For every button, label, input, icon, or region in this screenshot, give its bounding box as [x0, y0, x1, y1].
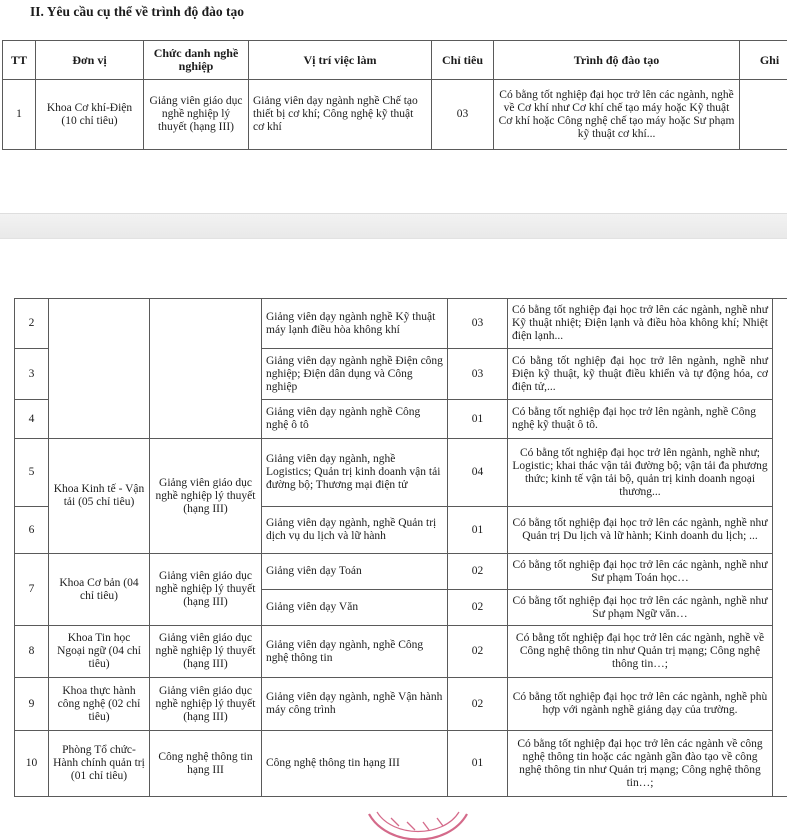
row-quota: 03	[448, 349, 508, 400]
row-quota: 03	[448, 299, 508, 349]
table-row	[15, 731, 787, 797]
row-tt: 8	[15, 626, 49, 678]
row-position: Giảng viên dạy ngành nghề Kỹ thuật máy lạnh điều hòa không khí	[262, 299, 448, 349]
row-quota: 04	[448, 439, 508, 507]
row-quota: 02	[448, 554, 508, 590]
col-header-title: Chức danh nghề nghiệp	[144, 41, 249, 80]
row-unit: Khoa Cơ khí-Điện (10 chỉ tiêu)	[36, 80, 144, 150]
row-requirement: Có bằng tốt nghiệp đại học trở lên các ngành, nghề như Sư phạm Ngữ văn…	[508, 590, 773, 626]
table-row	[15, 626, 787, 678]
row-position: Giảng viên dạy ngành, nghề Công nghệ thông tin	[262, 626, 448, 678]
table-header-row	[3, 41, 787, 80]
row-title: Giảng viên giáo dục nghề nghiệp lý thuyết (hạng III)	[150, 626, 262, 678]
row-unit: Khoa Kinh tế - Vận tải (05 chỉ tiêu)	[49, 439, 150, 554]
table-row	[15, 678, 787, 731]
row-position: Giảng viên dạy ngành, nghề Logistics; Quản trị kinh doanh vận tải đường bộ; Thương mại điện tử	[262, 439, 448, 507]
row-position: Giảng viên dạy Văn	[262, 590, 448, 626]
row-title	[150, 299, 262, 439]
row-quota: 01	[448, 507, 508, 554]
row-position: Công nghệ thông tin hạng III	[262, 731, 448, 797]
col-header-note: Ghi	[740, 41, 787, 80]
col-header-position: Vị trí việc làm	[249, 41, 432, 80]
row-position: Giảng viên dạy ngành nghề Chế tạo thiết bị cơ khí; Công nghệ kỹ thuật cơ khí	[249, 80, 432, 150]
row-quota: 01	[448, 731, 508, 797]
row-requirement: Có bằng tốt nghiệp đại học trở lên ngành, nghề như Điện kỹ thuật, kỹ thuật điều khiển và tự động hóa, cơ điện tử,...	[508, 349, 773, 400]
row-note	[773, 299, 787, 797]
col-header-unit: Đơn vị	[36, 41, 144, 80]
table-row	[15, 439, 787, 507]
row-tt: 2	[15, 299, 49, 349]
row-title: Công nghệ thông tin hạng III	[150, 731, 262, 797]
row-tt: 7	[15, 554, 49, 626]
row-unit: Khoa Cơ bản (04 chỉ tiêu)	[49, 554, 150, 626]
training-requirements-table-part1	[2, 40, 787, 150]
row-unit: Khoa thực hành công nghệ (02 chỉ tiêu)	[49, 678, 150, 731]
row-requirement: Có bằng tốt nghiệp đại học trở lên các ngành, nghề về Cơ khí như Cơ khí chế tạo máy hoặc Kỹ thuật Cơ khí hoặc Công nghệ chế tạo máy hoặc Sư phạm kỹ thuật cơ khí...	[494, 80, 740, 150]
table-row	[15, 554, 787, 590]
row-requirement: Có bằng tốt nghiệp đại học trở lên các ngành về công nghệ thông tin hoặc các ngành gần đào tạo về công nghệ thông tin như Quản trị mạng; Công nghệ thông tin…;	[508, 731, 773, 797]
row-quota: 03	[432, 80, 494, 150]
col-header-requirement: Trình độ đào tạo	[494, 41, 740, 80]
row-title: Giảng viên giáo dục nghề nghiệp lý thuyết (hạng III)	[150, 439, 262, 554]
row-quota: 02	[448, 590, 508, 626]
row-unit	[49, 299, 150, 439]
row-tt: 9	[15, 678, 49, 731]
table-row	[3, 80, 787, 150]
row-tt: 1	[3, 80, 36, 150]
col-header-quota: Chỉ tiêu	[432, 41, 494, 80]
training-requirements-table-part2	[14, 298, 787, 797]
red-stamp-icon	[363, 808, 473, 840]
row-unit: Khoa Tin học Ngoại ngữ (04 chỉ tiêu)	[49, 626, 150, 678]
row-requirement: Có bằng tốt nghiệp đại học trở lên ngành, nghề Công nghệ kỹ thuật ô tô.	[508, 400, 773, 439]
row-tt: 6	[15, 507, 49, 554]
row-requirement: Có bằng tốt nghiệp đại học trở lên các ngành, nghề về Công nghệ thông tin như Quản trị mạng; Công nghệ thông tin…;	[508, 626, 773, 678]
table-row	[15, 299, 787, 349]
row-title: Giảng viên giáo dục nghề nghiệp lý thuyết (hạng III)	[150, 678, 262, 731]
row-requirement: Có bằng tốt nghiệp đại học trở lên các ngành, nghề như Sư phạm Toán học…	[508, 554, 773, 590]
row-unit: Phòng Tổ chức-Hành chính quản trị (01 chỉ tiêu)	[49, 731, 150, 797]
row-requirement: Có bằng tốt nghiệp đại học trở lên các ngành, nghề như Kỹ thuật nhiệt; Điện lạnh và điều hòa không khí; Nhiệt điện lạnh...	[508, 299, 773, 349]
row-tt: 5	[15, 439, 49, 507]
row-position: Giảng viên dạy ngành nghề Công nghệ ô tô	[262, 400, 448, 439]
col-header-tt: TT	[3, 41, 36, 80]
row-position: Giảng viên dạy ngành, nghề Quản trị dịch vụ du lịch và lữ hành	[262, 507, 448, 554]
row-quota: 01	[448, 400, 508, 439]
row-tt: 4	[15, 400, 49, 439]
row-requirement: Có bằng tốt nghiệp đại học trở lên các ngành, nghề phù hợp với ngành nghề giảng dạy của trường.	[508, 678, 773, 731]
row-quota: 02	[448, 678, 508, 731]
row-title: Giảng viên giáo dục nghề nghiệp lý thuyết (hạng III)	[144, 80, 249, 150]
row-tt: 10	[15, 731, 49, 797]
row-position: Giảng viên dạy Toán	[262, 554, 448, 590]
row-requirement: Có bằng tốt nghiệp đại học trở lên ngành, nghề như; Logistic; khai thác vận tải đường bộ; vận tải đa phương thức; kinh tế vận tải bộ, quản trị kinh doanh ngoại thương...	[508, 439, 773, 507]
row-tt: 3	[15, 349, 49, 400]
row-quota: 02	[448, 626, 508, 678]
row-note	[740, 80, 787, 150]
row-title: Giảng viên giáo dục nghề nghiệp lý thuyết (hạng III)	[150, 554, 262, 626]
row-position: Giảng viên dạy ngành, nghề Vận hành máy công trình	[262, 678, 448, 731]
row-position: Giảng viên dạy ngành nghề Điện công nghiệp; Điện dân dụng và Công nghiệp	[262, 349, 448, 400]
row-requirement: Có bằng tốt nghiệp đại học trở lên các ngành, nghề như Quản trị Du lịch và lữ hành; Kinh doanh du lịch; ...	[508, 507, 773, 554]
section-heading: II. Yêu cầu cụ thể về trình độ đào tạo	[30, 4, 244, 20]
page-separator	[0, 213, 787, 239]
